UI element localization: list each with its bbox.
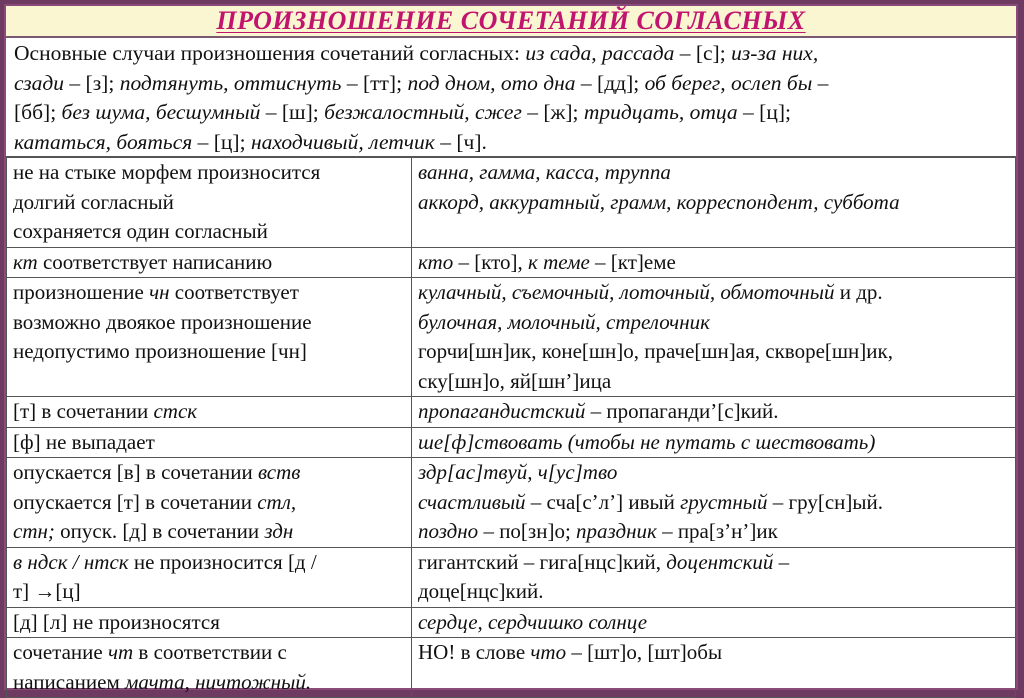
example-cell	[412, 247, 1016, 278]
example-line: ше[ф]ствовать (чтобы не путать с шествовать)	[418, 429, 876, 454]
slide-frame	[4, 4, 1018, 694]
example-line: ванна, гамма, касса, труппа	[418, 160, 671, 184]
example-line: счастливый – сча[с’л’] ивый грустный – гру[сн]ый.	[418, 489, 883, 514]
rule-line: недопустимо произношение [чн]	[13, 339, 307, 363]
example-line: пропагандистский – пропаганди’[с]кий.	[418, 399, 779, 423]
rule-line: не на стыке морфем произносится	[13, 160, 321, 184]
rule-line: [д] [л] не произносятся	[13, 609, 220, 634]
rule-line: т] →[ц]	[13, 579, 81, 603]
intro-line: сзади – [з]; подтянуть, оттиснуть – [тт]; под дном, ото дна – [дд]; об берег, ослеп бы –	[14, 70, 829, 95]
rule-cell	[7, 158, 412, 248]
example-cell	[412, 458, 1016, 548]
example-cell	[412, 397, 1016, 428]
example-line: аккорд, аккуратный, грамм, корреспондент, суббота	[418, 189, 900, 214]
rule-cell	[7, 607, 412, 638]
example-line: доце[нцс]кий.	[418, 579, 544, 603]
example-line: НО! в слове что – [шт]о, [шт]обы	[418, 640, 723, 664]
table-row	[7, 547, 1016, 607]
example-cell	[412, 427, 1016, 458]
table-row	[7, 397, 1016, 428]
example-line: кто – [кто], к теме – [кт]еме	[418, 249, 676, 274]
rule-line: сохраняется один согласный	[13, 219, 268, 243]
intro-paragraph	[6, 38, 1016, 157]
intro-line: Основные случаи произношения сочетаний согласных: из сада, рассада – [с]; из-за них,	[14, 41, 819, 65]
table-row	[7, 247, 1016, 278]
example-line: гигантский – гига[нцс]кий, доцентский –	[418, 549, 790, 574]
rule-line: произношение чн соответствует	[13, 280, 299, 304]
rule-line: написанием мачта, ничтожный.	[13, 669, 312, 694]
rule-line: стн; опуск. [д] в сочетании здн	[13, 519, 294, 543]
table-row	[7, 278, 1016, 397]
intro-line: кататься, бояться – [ц]; находчивый, летчик – [ч].	[14, 129, 487, 154]
rules-table	[6, 157, 1016, 698]
example-line: горчи[шн]ик, коне[шн]о, праче[шн]ая, скворе[шн]ик,	[418, 339, 893, 363]
rule-line: опускается [т] в сочетании стл,	[13, 489, 297, 514]
example-cell	[412, 158, 1016, 248]
rule-line: возможно двоякое произношение	[13, 309, 312, 334]
example-line: булочная, молочный, стрелочник	[418, 309, 710, 334]
table-row	[7, 158, 1016, 248]
example-line: сердце, сердчишко солнце	[418, 609, 648, 634]
rule-cell	[7, 247, 412, 278]
example-line: поздно – по[зн]о; праздник – пра[з’н’]ик	[418, 519, 778, 543]
rule-cell	[7, 397, 412, 428]
table-row	[7, 458, 1016, 548]
example-line: ску[шн]о, яй[шн’]ица	[418, 368, 612, 393]
example-cell	[412, 607, 1016, 638]
table-row	[7, 607, 1016, 638]
rule-cell	[7, 278, 412, 397]
intro-line: [бб]; без шума, бесшумный – [ш]; безжалостный, сжег – [ж]; тридцать, отца – [ц];	[14, 100, 791, 125]
rule-line: сочетание чт в соответствии с	[13, 640, 287, 664]
example-cell	[412, 638, 1016, 698]
page-title: ПРОИЗНОШЕНИЕ СОЧЕТАНИЙ СОГЛАСНЫХ	[6, 6, 1016, 38]
example-line: здр[ас]твуй, ч[ус]тво	[418, 460, 618, 484]
rule-line: долгий согласный	[13, 189, 174, 214]
example-line: кулачный, съемочный, лоточный, обмоточный и др.	[418, 280, 883, 304]
rule-cell	[7, 458, 412, 548]
rule-line: опускается [в] в сочетании вств	[13, 460, 301, 484]
table-row	[7, 427, 1016, 458]
table-row	[7, 638, 1016, 698]
rule-cell	[7, 638, 412, 698]
rule-line: в ндск / нтск не произносится [д /	[13, 549, 317, 574]
rule-line: [т] в сочетании стск	[13, 399, 198, 423]
rule-line: [ф] не выпадает	[13, 429, 155, 454]
rule-cell	[7, 427, 412, 458]
example-cell	[412, 278, 1016, 397]
example-cell	[412, 547, 1016, 607]
rule-cell	[7, 547, 412, 607]
rule-line: кт соответствует написанию	[13, 249, 273, 274]
